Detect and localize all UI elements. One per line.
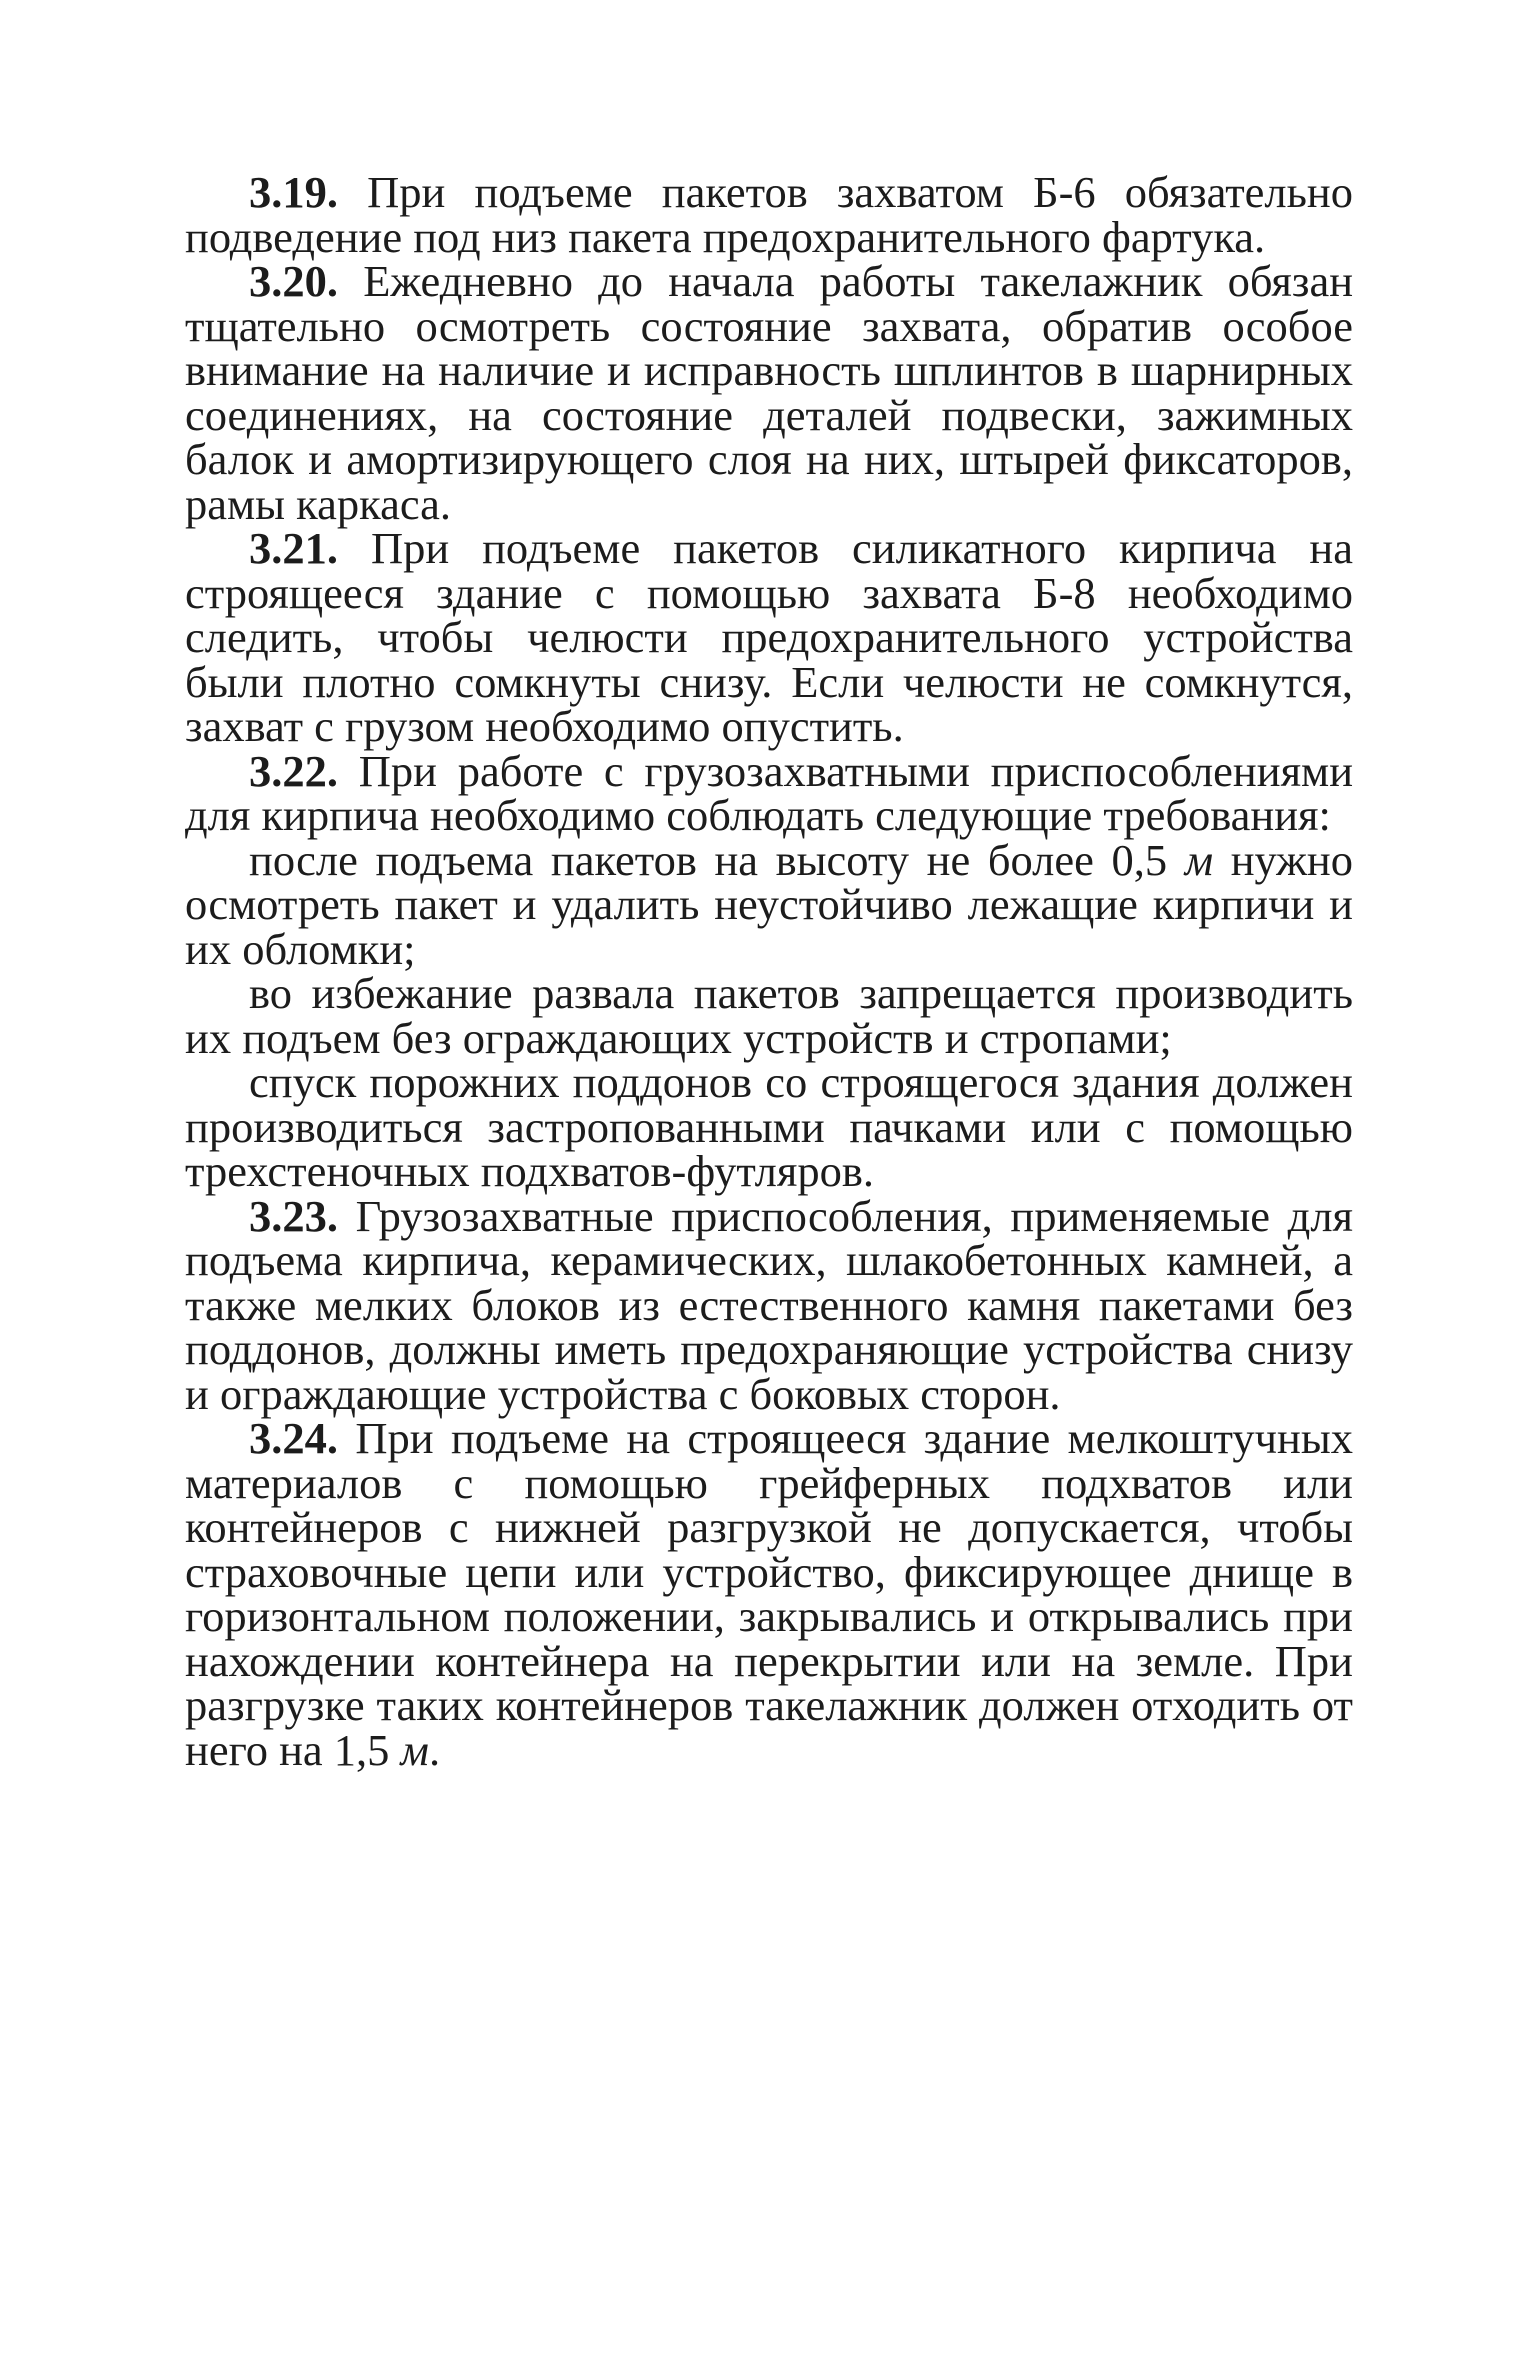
paragraph-3-22 <box>185 745 1354 840</box>
paragraph-text: При подъеме пакетов силикатного кирпича на строящееся здание с помощью захвата Б-8 необходимо следить, чтобы челюсти предохранительного устройства были плотно сомкнуты снизу. Если челюсти не сомкнутся, захват с грузом необходимо опустить. <box>185 523 1354 751</box>
paragraph-3-24 <box>185 1413 1354 1775</box>
unit-meter: м <box>400 1724 429 1775</box>
paragraph-text: При работе с грузозахватными приспособлениями для кирпича необходимо соблюдать следующие требования: <box>185 745 1354 840</box>
paragraph-number: 3.24. <box>249 1413 338 1463</box>
paragraph-text: после подъема пакетов на высоту не более 0,5 <box>249 834 1185 885</box>
paragraph-text-continued: . <box>428 1724 441 1775</box>
unit-meter: м <box>1184 834 1214 885</box>
paragraph-text: Грузозахватные приспособления, применяемые для подъема кирпича, керамических, шлакобетонных камней, а также мелких блоков из естественного камня пакетами без поддонов, должны иметь предохраняющие устройства снизу и ограждающие устройства с боковых сторон. <box>185 1190 1353 1419</box>
paragraph-text: спуск порожних поддонов со строящегося здания должен производиться застропованными пачками или с помощью трехстеночных подхватов-футляров. <box>185 1057 1353 1196</box>
paragraph-text: При подъеме на строящееся здание мелкоштучных материалов с помощью грейферных подхватов или контейнеров с нижней разгрузкой не допускается, чтобы страховочные цепи или устройство, фиксирующее днище в горизонтальном положении, закрывались и открывались при нахождении контейнера на перекрытии или на земле. При разгрузке таких контейнеров такелажник должен отходить от него на 1,5 <box>185 1413 1354 1775</box>
paragraph-number: 3.23. <box>249 1190 338 1241</box>
list-item-pallet-descent <box>185 1057 1353 1196</box>
paragraph-3-23 <box>185 1190 1353 1419</box>
paragraph-3-21 <box>185 523 1354 751</box>
paragraph-text: во избежание развала пакетов запрещается производить их подъем без ограждающих устройств и стропами; <box>185 968 1353 1063</box>
paragraph-text-continued: нужно осмотреть пакет и удалить неустойчиво лежащие кирпичи и их обломки; <box>185 834 1353 974</box>
paragraph-number: 3.21. <box>249 523 338 573</box>
document-page <box>185 167 1354 1775</box>
paragraph-number: 3.20. <box>249 256 338 306</box>
paragraph-number: 3.19. <box>249 167 338 217</box>
paragraph-3-20 <box>185 256 1354 529</box>
paragraph-text: При подъеме пакетов захватом Б-6 обязательно подведение под низ пакета предохранительного фартука. <box>185 167 1354 262</box>
list-item-lift-inspect <box>185 834 1353 974</box>
paragraph-text: Ежедневно до начала работы такелажник обязан тщательно осмотреть состояние захвата, обратив особое внимание на наличие и исправность шплинтов в шарнирных соединениях, на состояние деталей подвески, зажимных балок и амортизирующего слоя на них, штырей фиксаторов, рамы каркаса. <box>185 256 1354 529</box>
paragraph-3-19 <box>185 167 1354 262</box>
list-item-no-collapse <box>185 968 1353 1063</box>
paragraph-number: 3.22. <box>249 745 338 796</box>
